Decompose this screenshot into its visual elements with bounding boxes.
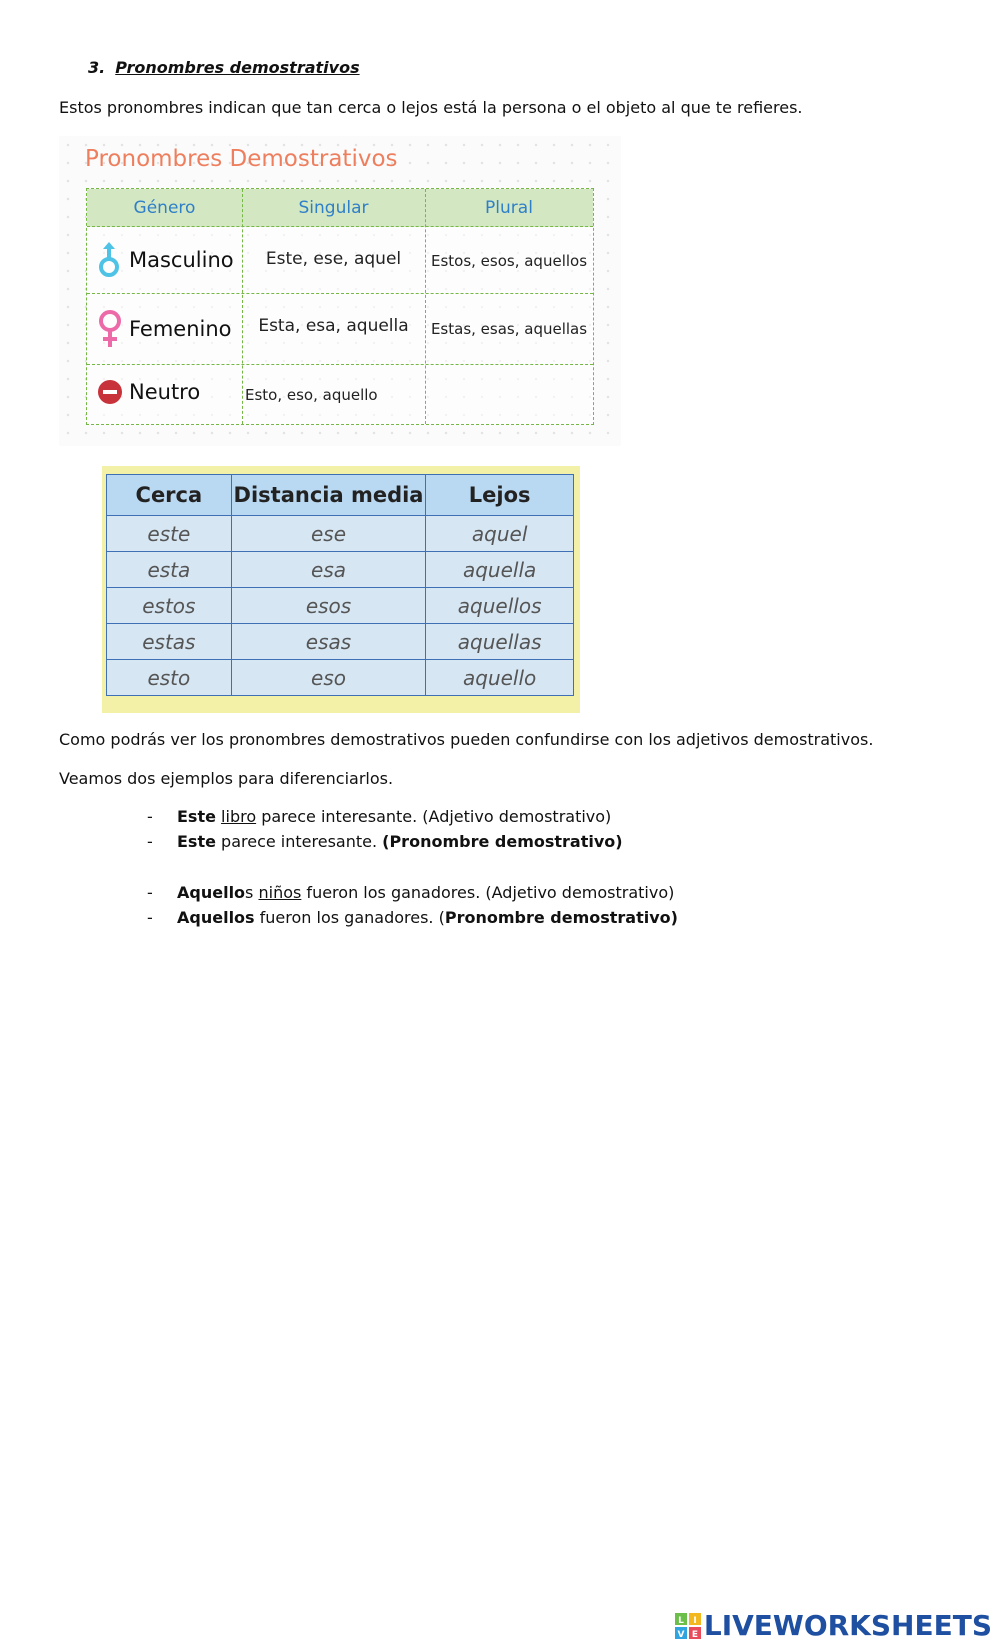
gender-femenino [97, 309, 232, 349]
figure-title: Pronombres Demostrativos [85, 146, 398, 172]
list-item: - Aquellos fueron los ganadores. (Pronombre demostrativo) [147, 908, 678, 927]
distance-table [106, 474, 574, 696]
section-heading [88, 58, 360, 77]
neutral-symbol-icon [97, 379, 123, 405]
male-symbol-icon [97, 241, 123, 279]
gender-label: Neutro [129, 380, 201, 404]
table-row [107, 624, 574, 660]
examples-intro: Veamos dos ejemplos para diferenciarlos. [59, 769, 394, 788]
logo-letter: E [691, 1629, 698, 1639]
list-item: - Este libro parece interesante. (Adjetivo demostrativo) [147, 807, 612, 826]
liveworksheets-logo [675, 1609, 992, 1642]
female-symbol-icon [97, 309, 123, 349]
intro-paragraph: Estos pronombres indican que tan cerca o lejos está la persona o el objeto al que te refieres. [59, 98, 803, 117]
table-row [107, 516, 574, 552]
list-item: - Aquellos niños fueron los ganadores. (Adjetivo demostrativo) [147, 883, 675, 902]
cell: esos [231, 588, 426, 624]
pronouns-distance-figure [102, 466, 580, 713]
cell: esta [107, 552, 232, 588]
cell: esas [231, 624, 426, 660]
header-cerca: Cerca [107, 475, 232, 516]
header-distancia-media: Distancia media [231, 475, 426, 516]
gender-neutro [97, 379, 200, 405]
cell: esa [231, 552, 426, 588]
plural-femenino: Estas, esas, aquellas [430, 320, 588, 338]
table-row [107, 660, 574, 696]
cell: esto [107, 660, 232, 696]
gender-masculino [97, 241, 234, 279]
plural-masculino: Estos, esos, aquellos [430, 252, 588, 270]
cell: aquella [426, 552, 574, 588]
gender-table [86, 188, 594, 425]
cell: ese [231, 516, 426, 552]
singular-femenino: Esta, esa, aquella [258, 316, 409, 336]
cell: este [107, 516, 232, 552]
logo-letter: V [677, 1629, 685, 1639]
header-genero: Género [133, 198, 196, 218]
gender-label: Masculino [129, 248, 234, 272]
logo-letter: L [678, 1615, 684, 1626]
singular-neutro: Esto, eso, aquello [245, 386, 378, 404]
cell: aquellas [426, 624, 574, 660]
header-singular: Singular [298, 198, 369, 218]
section-number: 3. [88, 58, 106, 77]
cell: aquel [426, 516, 574, 552]
header-plural: Plural [485, 198, 533, 218]
header-lejos: Lejos [426, 475, 574, 516]
comparison-paragraph: Como podrás ver los pronombres demostrativos pueden confundirse con los adjetivos demostrativos. [59, 730, 874, 749]
section-title: Pronombres demostrativos [115, 58, 360, 77]
distance-header-row [107, 475, 574, 516]
singular-masculino: Este, ese, aquel [265, 249, 402, 269]
table-row [107, 588, 574, 624]
pronouns-gender-figure [59, 136, 621, 446]
cell: estos [107, 588, 232, 624]
cell: aquellos [426, 588, 574, 624]
table-row [107, 552, 574, 588]
liveworksheets-logo-icon [675, 1613, 701, 1639]
gender-label: Femenino [129, 317, 232, 341]
logo-text: LIVEWORKSHEETS [703, 1609, 992, 1642]
cell: estas [107, 624, 232, 660]
logo-letter: I [693, 1615, 697, 1626]
list-item: - Este parece interesante. (Pronombre demostrativo) [147, 832, 623, 851]
cell: eso [231, 660, 426, 696]
cell: aquello [426, 660, 574, 696]
